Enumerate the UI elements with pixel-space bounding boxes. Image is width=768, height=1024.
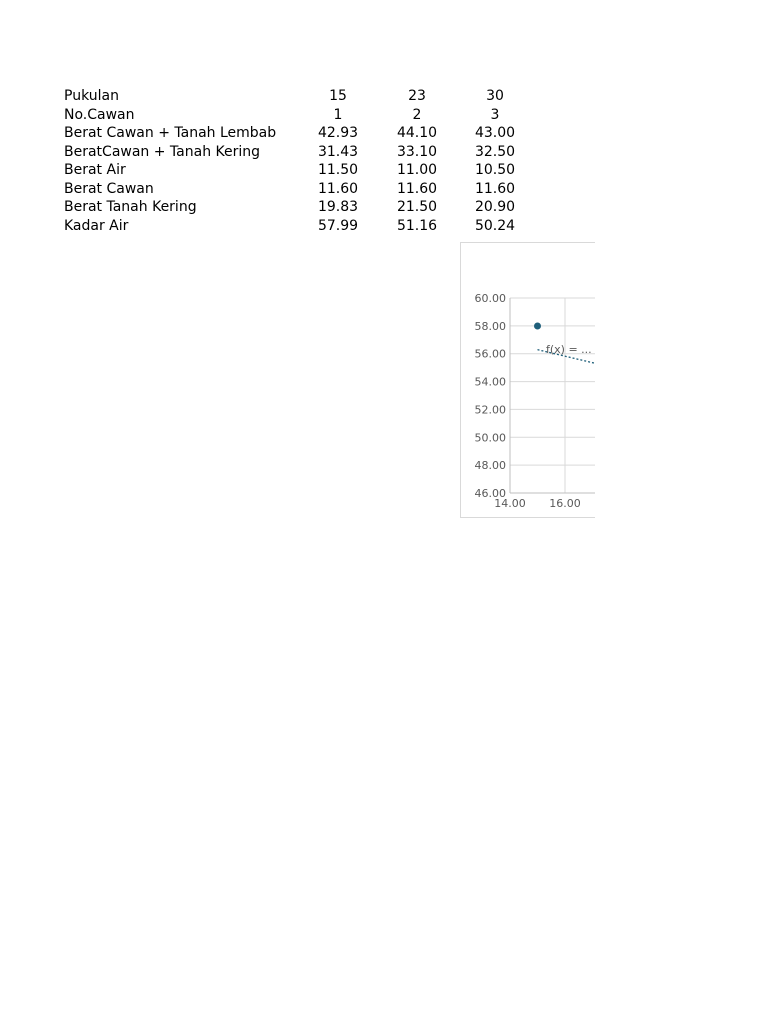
cell: 1 — [333, 106, 343, 123]
grid-lines — [510, 298, 595, 493]
row-label: Berat Cawan — [64, 180, 154, 197]
cell: 33.10 — [396, 143, 438, 160]
y-tick-label: 56.00 — [474, 347, 506, 361]
x-tick-label: 14.00 — [494, 497, 526, 510]
trendline-equation-label: f(x) = ... — [546, 343, 592, 356]
y-tick-label: 58.00 — [474, 319, 506, 333]
row-label: Berat Tanah Kering — [64, 199, 197, 215]
row-label: Kadar Air — [64, 217, 129, 234]
trendline-path — [538, 350, 596, 448]
cell: 31.43 — [317, 143, 359, 160]
cell: 11.00 — [396, 162, 438, 178]
cell: 43.00 — [474, 125, 516, 141]
cell: 3 — [490, 106, 500, 123]
row-label: No.Cawan — [64, 106, 135, 123]
scatter-chart — [461, 243, 595, 517]
table-row — [60, 217, 534, 236]
cell: 11.60 — [317, 180, 359, 197]
y-tick-label: 46.00 — [474, 487, 506, 500]
table-row — [60, 180, 534, 199]
row-label: Pukulan — [64, 88, 119, 104]
row-label: Berat Air — [64, 162, 126, 178]
y-tick-label: 60.00 — [474, 292, 506, 305]
table-row — [60, 198, 534, 217]
data-table — [60, 87, 534, 235]
chart-container[interactable] — [460, 242, 595, 518]
cell: 10.50 — [474, 162, 516, 178]
cell: 21.50 — [396, 199, 438, 215]
x-tick-label: 16.00 — [549, 497, 581, 510]
table-row — [60, 106, 534, 125]
y-tick-label: 52.00 — [474, 403, 506, 417]
axes — [510, 298, 595, 493]
y-tick-label: 48.00 — [474, 459, 506, 473]
cell: 42.93 — [317, 125, 359, 141]
cell: 19.83 — [317, 199, 359, 215]
tick-labels — [475, 292, 592, 510]
cell: 30 — [486, 88, 504, 104]
cell: 50.24 — [474, 217, 516, 234]
cell: 2 — [412, 106, 422, 123]
row-label: BeratCawan + Tanah Kering — [64, 143, 261, 160]
cell: 20.90 — [474, 199, 516, 215]
cell: 11.60 — [474, 180, 516, 197]
row-label: Berat Cawan + Tanah Lembab — [64, 125, 277, 141]
cell: 57.99 — [317, 217, 359, 234]
table-row — [60, 143, 534, 162]
cell: 11.50 — [317, 162, 359, 178]
cell: 11.60 — [396, 180, 438, 197]
cell: 23 — [408, 88, 426, 104]
table-row-header — [60, 87, 534, 106]
trendline — [538, 350, 596, 448]
cell: 32.50 — [474, 143, 516, 160]
cell: 15 — [329, 88, 347, 104]
cell: 51.16 — [396, 217, 438, 234]
cell: 44.10 — [396, 125, 438, 141]
y-tick-label: 50.00 — [474, 431, 506, 445]
table-row — [60, 124, 534, 143]
data-point[interactable] — [534, 322, 541, 329]
y-tick-label: 54.00 — [474, 375, 506, 389]
table-row — [60, 161, 534, 180]
